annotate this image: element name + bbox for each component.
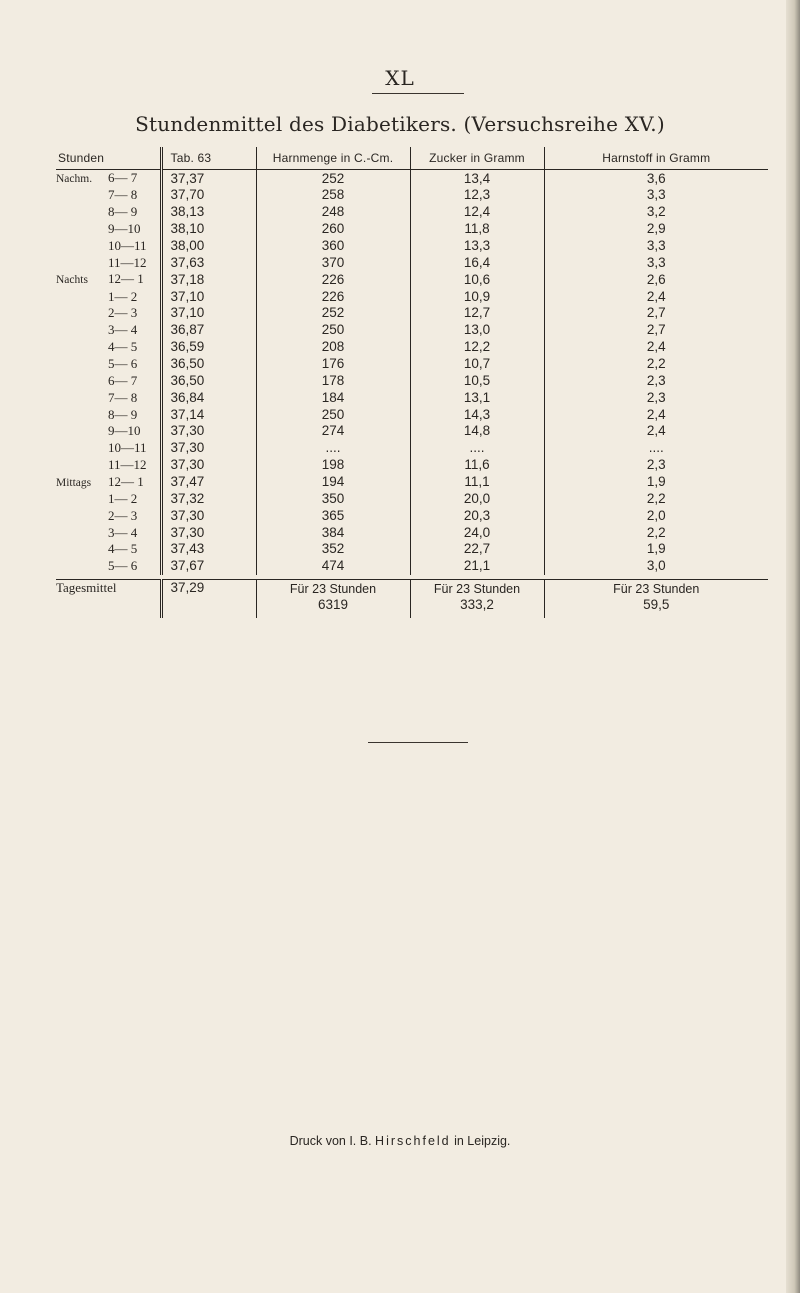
header-row bbox=[56, 147, 768, 170]
cell-tab: 38,00 bbox=[161, 238, 241, 255]
cell-harnmenge: 370 bbox=[256, 254, 410, 271]
cell-tab: 37,37 bbox=[161, 170, 241, 188]
row-range: 5— 6 bbox=[108, 356, 138, 372]
cell-tab: 37,47 bbox=[161, 474, 241, 491]
cell-zucker: 21,1 bbox=[410, 558, 544, 575]
cell-zucker: 11,8 bbox=[410, 221, 544, 238]
cell-zucker: 22,7 bbox=[410, 541, 544, 558]
cell-harnstoff: 3,3 bbox=[544, 238, 768, 255]
cell-harnstoff: 2,4 bbox=[544, 339, 768, 356]
total-harnstoff-note: Für 23 Stunden bbox=[613, 581, 700, 596]
data-table bbox=[56, 147, 768, 618]
cell-gap bbox=[241, 322, 256, 339]
cell-harnmenge: 178 bbox=[256, 372, 410, 389]
table-row bbox=[56, 558, 768, 575]
cell-tab: 36,87 bbox=[161, 322, 241, 339]
row-range: 10—11 bbox=[108, 237, 147, 253]
header-stunden: Stunden bbox=[56, 147, 161, 170]
cell-harnmenge: 350 bbox=[256, 491, 410, 508]
row-range: 11—12 bbox=[108, 254, 147, 270]
imprint-suffix: in Leipzig. bbox=[454, 1134, 511, 1148]
cell-gap bbox=[241, 305, 256, 322]
cell-zucker: 14,8 bbox=[410, 423, 544, 440]
cell-tab: 37,14 bbox=[161, 406, 241, 423]
table-row bbox=[56, 356, 768, 373]
table-row bbox=[56, 440, 768, 457]
row-stunden bbox=[56, 558, 161, 575]
table-row bbox=[56, 491, 768, 508]
cell-harnmenge: 250 bbox=[256, 322, 410, 339]
cell-harnmenge: 194 bbox=[256, 474, 410, 491]
row-range: 10—11 bbox=[108, 440, 147, 456]
cell-gap bbox=[241, 204, 256, 221]
cell-harnmenge: 226 bbox=[256, 288, 410, 305]
cell-zucker: .... bbox=[410, 440, 544, 457]
cell-zucker: 13,0 bbox=[410, 322, 544, 339]
cell-harnmenge: 360 bbox=[256, 238, 410, 255]
cell-harnstoff: 3,3 bbox=[544, 254, 768, 271]
cell-harnmenge: 208 bbox=[256, 339, 410, 356]
row-stunden bbox=[56, 406, 161, 423]
cell-harnstoff: 2,9 bbox=[544, 221, 768, 238]
row-range: 12— 1 bbox=[108, 473, 144, 489]
cell-harnmenge: 352 bbox=[256, 541, 410, 558]
cell-harnstoff: 3,2 bbox=[544, 204, 768, 221]
row-stunden bbox=[56, 524, 161, 541]
row-range: 6— 7 bbox=[108, 170, 138, 185]
table-row bbox=[56, 474, 768, 491]
header-harnmenge: Harnmenge in C.-Cm. bbox=[256, 147, 410, 170]
row-range: 2— 3 bbox=[108, 305, 138, 321]
total-label: Tagesmittel bbox=[56, 579, 161, 618]
cell-zucker: 16,4 bbox=[410, 254, 544, 271]
table-row bbox=[56, 288, 768, 305]
cell-zucker: 20,0 bbox=[410, 491, 544, 508]
cell-harnstoff: 2,7 bbox=[544, 305, 768, 322]
cell-zucker: 10,7 bbox=[410, 356, 544, 373]
cell-gap bbox=[241, 406, 256, 423]
header-tab: Tab. 63 bbox=[161, 147, 241, 170]
total-zucker bbox=[410, 579, 544, 618]
row-stunden bbox=[56, 170, 161, 188]
cell-gap bbox=[241, 170, 256, 188]
cell-tab: 37,30 bbox=[161, 440, 241, 457]
row-stunden bbox=[56, 271, 161, 288]
row-period: Nachts bbox=[56, 274, 88, 287]
cell-zucker: 10,6 bbox=[410, 271, 544, 288]
cell-gap bbox=[241, 288, 256, 305]
cell-harnstoff: 2,2 bbox=[544, 524, 768, 541]
row-stunden bbox=[56, 491, 161, 508]
cell-tab: 37,67 bbox=[161, 558, 241, 575]
cell-gap bbox=[241, 457, 256, 474]
cell-harnstoff: 1,9 bbox=[544, 541, 768, 558]
table-row bbox=[56, 389, 768, 406]
header-zucker: Zucker in Gramm bbox=[410, 147, 544, 170]
cell-tab: 37,10 bbox=[161, 305, 241, 322]
row-range: 3— 4 bbox=[108, 322, 138, 338]
cell-tab: 36,59 bbox=[161, 339, 241, 356]
cell-harnmenge: 260 bbox=[256, 221, 410, 238]
row-range: 4— 5 bbox=[108, 339, 138, 355]
cell-tab: 37,43 bbox=[161, 541, 241, 558]
table-row bbox=[56, 406, 768, 423]
cell-harnstoff: 3,0 bbox=[544, 558, 768, 575]
table-row bbox=[56, 170, 768, 188]
table-row bbox=[56, 204, 768, 221]
cell-tab: 37,30 bbox=[161, 457, 241, 474]
table-row bbox=[56, 423, 768, 440]
cell-zucker: 20,3 bbox=[410, 507, 544, 524]
cell-harnmenge: 384 bbox=[256, 524, 410, 541]
cell-tab: 37,30 bbox=[161, 524, 241, 541]
row-stunden bbox=[56, 507, 161, 524]
cell-zucker: 10,5 bbox=[410, 372, 544, 389]
cell-gap bbox=[241, 474, 256, 491]
row-stunden bbox=[56, 423, 161, 440]
row-range: 6— 7 bbox=[108, 372, 138, 388]
cell-gap bbox=[241, 541, 256, 558]
cell-tab: 36,50 bbox=[161, 372, 241, 389]
table-row bbox=[56, 305, 768, 322]
cell-zucker: 13,4 bbox=[410, 170, 544, 188]
printer-imprint bbox=[0, 1134, 800, 1148]
cell-harnmenge: 474 bbox=[256, 558, 410, 575]
row-range: 8— 9 bbox=[108, 204, 138, 220]
row-stunden bbox=[56, 339, 161, 356]
cell-harnmenge: 250 bbox=[256, 406, 410, 423]
table-row bbox=[56, 524, 768, 541]
cell-zucker: 11,6 bbox=[410, 457, 544, 474]
row-stunden bbox=[56, 389, 161, 406]
total-harnmenge bbox=[256, 579, 410, 618]
row-stunden bbox=[56, 457, 161, 474]
row-stunden bbox=[56, 305, 161, 322]
cell-tab: 38,10 bbox=[161, 221, 241, 238]
end-rule bbox=[368, 742, 468, 743]
cell-harnmenge: 198 bbox=[256, 457, 410, 474]
row-range: 9—10 bbox=[108, 423, 141, 439]
cell-harnstoff: .... bbox=[544, 440, 768, 457]
row-range: 4— 5 bbox=[108, 541, 138, 557]
table-row bbox=[56, 457, 768, 474]
cell-tab: 37,70 bbox=[161, 187, 241, 204]
row-period: Mittags bbox=[56, 476, 92, 489]
cell-harnmenge: 248 bbox=[256, 204, 410, 221]
table-row bbox=[56, 372, 768, 389]
cell-zucker: 12,2 bbox=[410, 339, 544, 356]
cell-harnstoff: 3,6 bbox=[544, 170, 768, 188]
row-stunden bbox=[56, 474, 161, 491]
cell-gap bbox=[241, 491, 256, 508]
total-zucker-note: Für 23 Stunden bbox=[433, 581, 521, 596]
row-stunden bbox=[56, 288, 161, 305]
cell-harnstoff: 2,3 bbox=[544, 457, 768, 474]
cell-tab: 37,30 bbox=[161, 423, 241, 440]
cell-gap bbox=[241, 271, 256, 288]
cell-zucker: 13,1 bbox=[410, 389, 544, 406]
cell-gap bbox=[241, 187, 256, 204]
table-row bbox=[56, 254, 768, 271]
row-range: 9—10 bbox=[108, 221, 141, 237]
cell-harnmenge: 184 bbox=[256, 389, 410, 406]
imprint-prefix: Druck von I. B. bbox=[289, 1134, 372, 1148]
total-row bbox=[56, 579, 768, 618]
cell-harnstoff: 2,3 bbox=[544, 372, 768, 389]
table-title: Stundenmittel des Diabetikers. (Versuchsreihe XV.) bbox=[135, 112, 665, 136]
row-range: 5— 6 bbox=[108, 558, 138, 574]
cell-gap bbox=[241, 372, 256, 389]
cell-harnmenge: 258 bbox=[256, 187, 410, 204]
imprint-name: Hirschfeld bbox=[375, 1134, 451, 1148]
cell-tab: 37,30 bbox=[161, 507, 241, 524]
cell-zucker: 12,3 bbox=[410, 187, 544, 204]
cell-zucker: 11,1 bbox=[410, 474, 544, 491]
cell-harnstoff: 2,0 bbox=[544, 507, 768, 524]
cell-gap bbox=[241, 339, 256, 356]
page-edge bbox=[786, 0, 800, 1293]
row-range: 7— 8 bbox=[108, 187, 138, 203]
total-gap bbox=[241, 579, 256, 618]
row-stunden bbox=[56, 372, 161, 389]
row-stunden bbox=[56, 187, 161, 204]
page-number: XL bbox=[385, 66, 415, 90]
cell-tab: 37,10 bbox=[161, 288, 241, 305]
cell-harnmenge: 252 bbox=[256, 170, 410, 188]
cell-harnstoff: 2,4 bbox=[544, 423, 768, 440]
row-range: 1— 2 bbox=[108, 490, 138, 506]
table-row bbox=[56, 187, 768, 204]
row-range: 1— 2 bbox=[108, 288, 138, 304]
row-range: 2— 3 bbox=[108, 507, 138, 523]
cell-tab: 38,13 bbox=[161, 204, 241, 221]
cell-harnstoff: 2,4 bbox=[544, 406, 768, 423]
table-row bbox=[56, 271, 768, 288]
table-row bbox=[56, 322, 768, 339]
header-gap bbox=[241, 147, 256, 170]
cell-harnmenge: 274 bbox=[256, 423, 410, 440]
row-stunden bbox=[56, 322, 161, 339]
cell-harnstoff: 2,7 bbox=[544, 322, 768, 339]
cell-gap bbox=[241, 238, 256, 255]
row-stunden bbox=[56, 541, 161, 558]
cell-harnmenge: 365 bbox=[256, 507, 410, 524]
cell-tab: 36,84 bbox=[161, 389, 241, 406]
cell-harnstoff: 2,4 bbox=[544, 288, 768, 305]
total-zucker-value: 333,2 bbox=[460, 596, 494, 612]
cell-tab: 36,50 bbox=[161, 356, 241, 373]
cell-harnmenge: 226 bbox=[256, 271, 410, 288]
cell-harnstoff: 2,2 bbox=[544, 491, 768, 508]
cell-gap bbox=[241, 356, 256, 373]
cell-gap bbox=[241, 524, 256, 541]
total-harnstoff bbox=[544, 579, 768, 618]
row-stunden bbox=[56, 440, 161, 457]
total-harnmenge-note: Für 23 Stunden bbox=[289, 581, 377, 596]
cell-tab: 37,63 bbox=[161, 254, 241, 271]
cell-gap bbox=[241, 254, 256, 271]
cell-harnmenge: 176 bbox=[256, 356, 410, 373]
cell-tab: 37,32 bbox=[161, 491, 241, 508]
row-range: 7— 8 bbox=[108, 389, 138, 405]
cell-harnmenge: 252 bbox=[256, 305, 410, 322]
row-stunden bbox=[56, 204, 161, 221]
cell-gap bbox=[241, 507, 256, 524]
cell-gap bbox=[241, 389, 256, 406]
total-harnstoff-value: 59,5 bbox=[643, 596, 670, 612]
table-row bbox=[56, 221, 768, 238]
row-range: 3— 4 bbox=[108, 524, 138, 540]
cell-zucker: 12,7 bbox=[410, 305, 544, 322]
row-stunden bbox=[56, 221, 161, 238]
total-tab: 37,29 bbox=[161, 579, 241, 618]
cell-zucker: 24,0 bbox=[410, 524, 544, 541]
row-stunden bbox=[56, 238, 161, 255]
cell-zucker: 13,3 bbox=[410, 238, 544, 255]
cell-harnstoff: 1,9 bbox=[544, 474, 768, 491]
row-range: 12— 1 bbox=[108, 271, 144, 287]
cell-gap bbox=[241, 440, 256, 457]
cell-harnstoff: 3,3 bbox=[544, 187, 768, 204]
cell-gap bbox=[241, 558, 256, 575]
table-row bbox=[56, 507, 768, 524]
cell-zucker: 14,3 bbox=[410, 406, 544, 423]
row-period: Nachm. bbox=[56, 173, 93, 185]
table-row bbox=[56, 339, 768, 356]
row-range: 8— 9 bbox=[108, 406, 138, 422]
cell-harnstoff: 2,3 bbox=[544, 389, 768, 406]
cell-gap bbox=[241, 423, 256, 440]
page-number-rule bbox=[372, 93, 464, 94]
cell-harnstoff: 2,2 bbox=[544, 356, 768, 373]
cell-gap bbox=[241, 221, 256, 238]
cell-harnstoff: 2,6 bbox=[544, 271, 768, 288]
row-range: 11—12 bbox=[108, 457, 147, 473]
table-row bbox=[56, 238, 768, 255]
row-stunden bbox=[56, 356, 161, 373]
cell-tab: 37,18 bbox=[161, 271, 241, 288]
cell-harnmenge: .... bbox=[256, 440, 410, 457]
header-harnstoff: Harnstoff in Gramm bbox=[544, 147, 768, 170]
cell-zucker: 12,4 bbox=[410, 204, 544, 221]
cell-zucker: 10,9 bbox=[410, 288, 544, 305]
table-row bbox=[56, 541, 768, 558]
row-stunden bbox=[56, 254, 161, 271]
total-harnmenge-value: 6319 bbox=[317, 596, 349, 612]
